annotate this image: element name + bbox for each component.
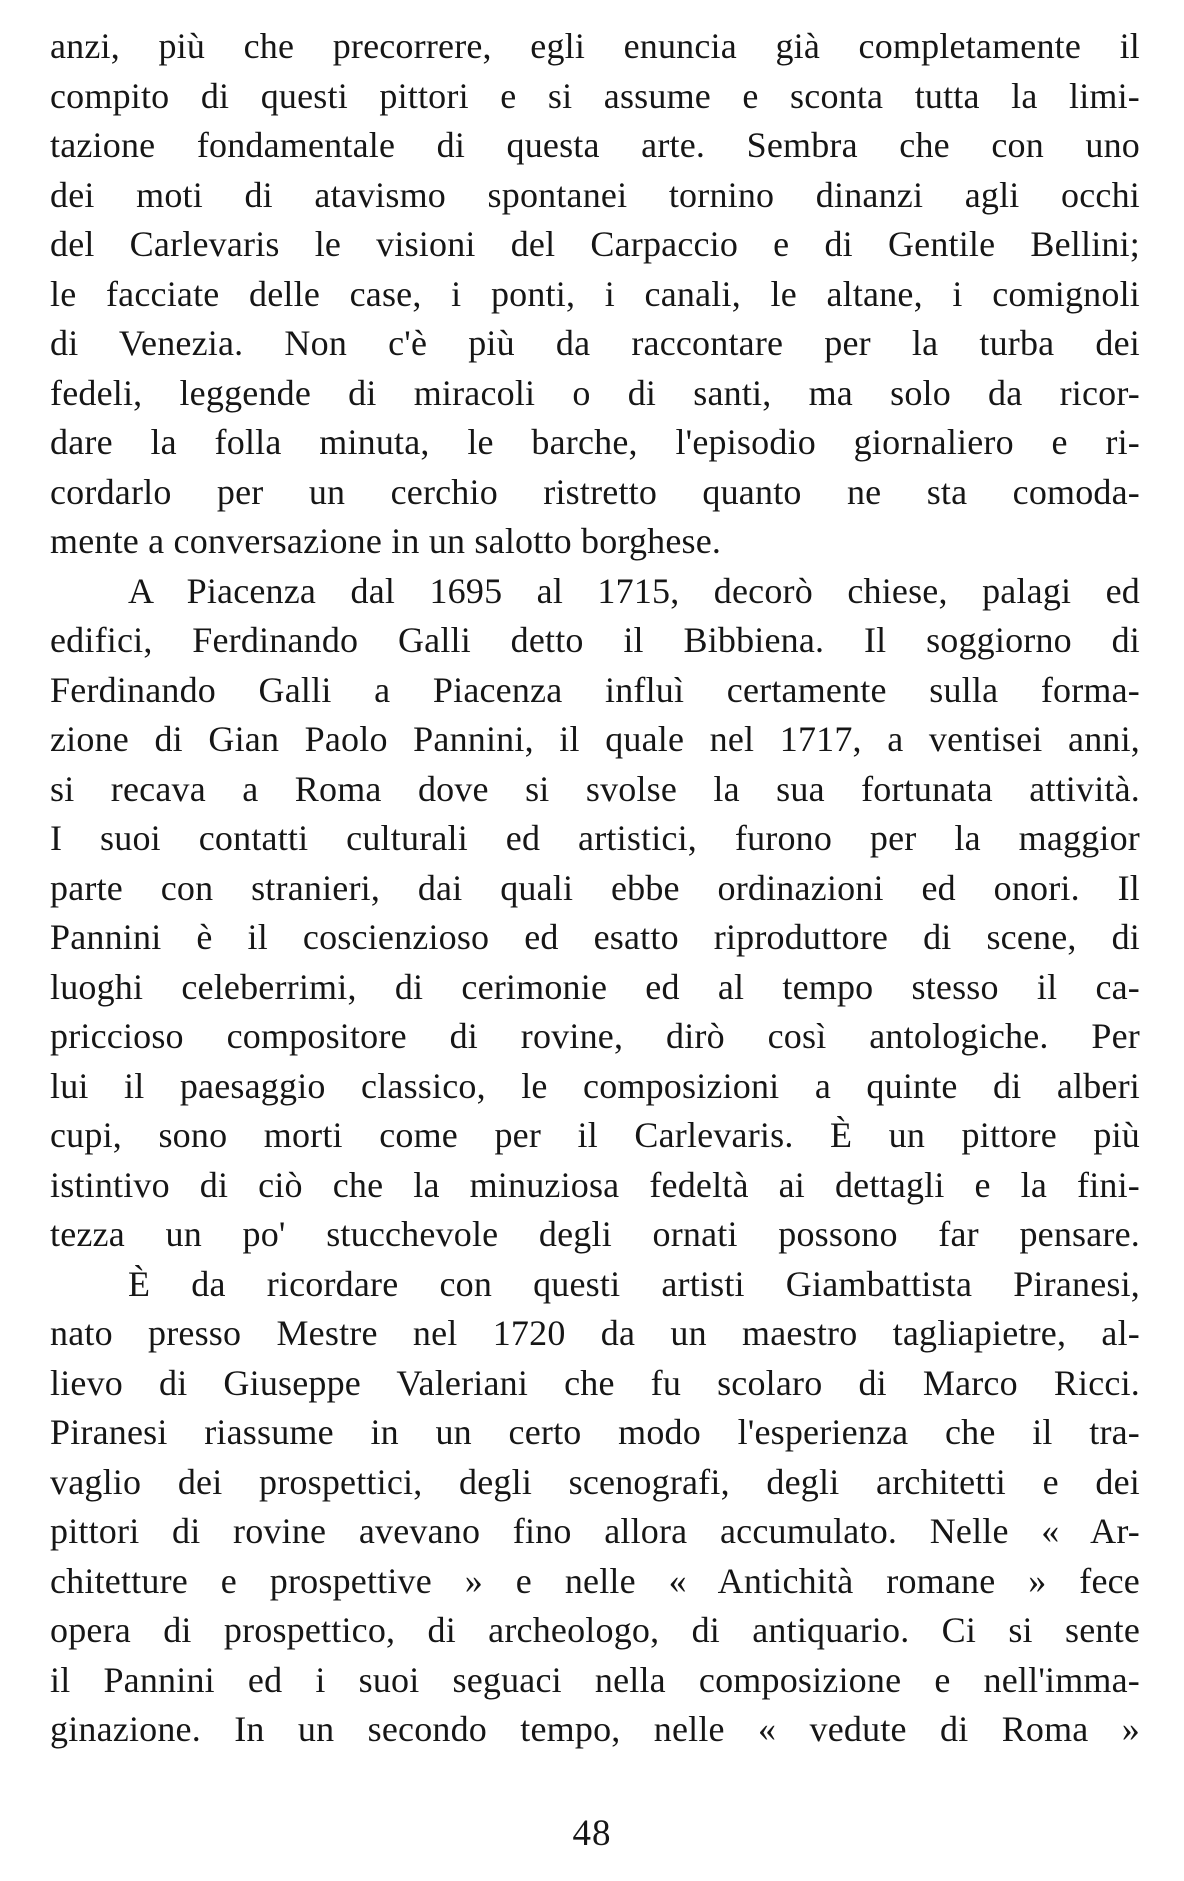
text-line: istintivo di ciò che la minuziosa fedeltà ai dettagli e la fini- [50, 1164, 1140, 1205]
text-line: vaglio dei prospettici, degli scenografi, degli architetti e dei [50, 1461, 1140, 1502]
text-line: I suoi contatti culturali ed artistici, furono per la maggior [50, 818, 1140, 858]
text-line: tazione fondamentale di questa arte. Sembra che con uno [50, 125, 1140, 165]
text-line: chitetture e prospettive » e nelle « Antichità romane » fece [50, 1560, 1140, 1601]
text-line: lievo di Giuseppe Valeriani che fu scolaro di Marco Ricci. [50, 1362, 1140, 1403]
text-line: zione di Gian Paolo Pannini, il quale nel 1717, a ventisei anni, [50, 719, 1140, 759]
text-line: priccioso compositore di rovine, dirò così antologiche. Per [50, 1016, 1140, 1056]
text-line: dare la folla minuta, le barche, l'episodio giornaliero e ri- [50, 422, 1140, 462]
text-line: anzi, più che precorrere, egli enuncia già completamente il [50, 26, 1140, 66]
text-line: del Carlevaris le visioni del Carpaccio e di Gentile Bellini; [50, 224, 1140, 264]
text-line: fedeli, leggende di miracoli o di santi, ma solo da ricor- [50, 372, 1140, 413]
text-line: si recava a Roma dove si svolse la sua fortunata attività. [50, 768, 1140, 809]
text-line: edifici, Ferdinando Galli detto il Bibbiena. Il soggiorno di [50, 620, 1140, 660]
text-line: Piranesi riassume in un certo modo l'esperienza che il tra- [50, 1412, 1140, 1452]
body-text [50, 22, 1140, 1755]
text-line: le facciate delle case, i ponti, i canali, le altane, i comignoli [50, 273, 1140, 314]
text-line: il Pannini ed i suoi seguaci nella composizione e nell'imma- [50, 1659, 1140, 1700]
text-line: nato presso Mestre nel 1720 da un maestro tagliapietre, al- [50, 1313, 1140, 1353]
text-line: cupi, sono morti come per il Carlevaris. È un pittore più [50, 1115, 1140, 1155]
text-line: cordarlo per un cerchio ristretto quanto ne sta comoda- [50, 471, 1140, 512]
text-line: luoghi celeberrimi, di cerimonie ed al tempo stesso il ca- [50, 966, 1140, 1007]
text-line: compito di questi pittori e si assume e sconta tutta la limi- [50, 75, 1140, 116]
text-line: di Venezia. Non c'è più da raccontare per la turba dei [50, 323, 1140, 363]
paragraph-start-line: A Piacenza dal 1695 al 1715, decorò chiese, palagi ed [128, 570, 1140, 611]
text-line: dei moti di atavismo spontanei tornino dinanzi agli occhi [50, 174, 1140, 215]
text-line: parte con stranieri, dai quali ebbe ordinazioni ed onori. Il [50, 867, 1140, 908]
text-line: lui il paesaggio classico, le composizioni a quinte di alberi [50, 1065, 1140, 1106]
text-line: mente a conversazione in un salotto borghese. [50, 521, 722, 561]
text-line: tezza un po' stucchevole degli ornati possono far pensare. [50, 1214, 1140, 1254]
text-line: Pannini è il coscienzioso ed esatto riproduttore di scene, di [50, 917, 1140, 957]
text-line: Ferdinando Galli a Piacenza influì certamente sulla forma- [50, 669, 1140, 710]
paragraph-start-line: È da ricordare con questi artisti Giambattista Piranesi, [128, 1263, 1140, 1304]
text-line: opera di prospettico, di archeologo, di antiquario. Ci si sente [50, 1610, 1140, 1650]
text-line: pittori di rovine avevano fino allora accumulato. Nelle « Ar- [50, 1511, 1140, 1551]
page-number: 48 [572, 1813, 612, 1854]
text-line: ginazione. In un secondo tempo, nelle « vedute di Roma » [50, 1709, 1140, 1749]
